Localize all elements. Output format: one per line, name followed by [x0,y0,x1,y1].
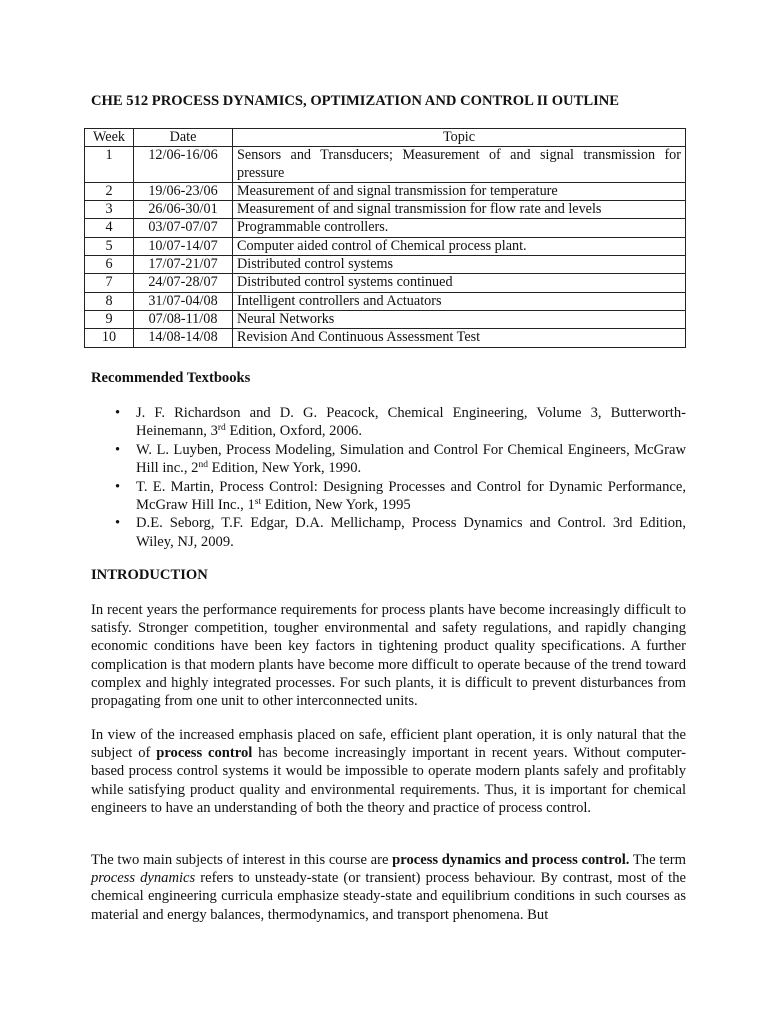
intro-paragraph-3 [91,851,686,924]
bold-term: process control [156,745,253,762]
textbook-text-end: Edition, New York, 1990. [207,460,362,477]
table-row [85,292,686,310]
date-cell: 19/06-23/06 [134,182,233,200]
table-row [85,219,686,237]
date-cell: 17/07-21/07 [134,256,233,274]
week-header: Week [85,129,134,147]
topic-cell: Neural Networks [233,310,686,328]
textbook-item [91,478,686,515]
table-header-row [85,129,686,147]
date-cell: 31/07-04/08 [134,292,233,310]
intro-paragraph-2 [91,726,686,817]
textbook-item [91,441,686,478]
bold-term: process dynamics and process control. [392,852,630,868]
paragraph-text: The term [629,852,686,868]
table-row [85,310,686,328]
bullet-icon: • [115,478,121,495]
week-cell: 8 [85,292,134,310]
date-cell: 03/07-07/07 [134,219,233,237]
textbook-text: J. F. Richardson and D. G. Peacock, Chemical Engineering, Volume 3, Butterworth-Heinemann, 3 [136,405,686,440]
topic-cell: Measurement of and signal transmission for temperature [233,182,686,200]
date-header: Date [134,129,233,147]
textbook-text: W. L. Luyben, Process Modeling, Simulation and Control For Chemical Engineers, McGraw Hill inc., 2 [136,441,686,477]
course-outline-table [84,128,686,348]
week-cell: 6 [85,256,134,274]
textbook-text-end: Edition, New York, 1995 [261,497,411,514]
date-cell: 10/07-14/07 [134,237,233,255]
topic-cell: Revision And Continuous Assessment Test [233,329,686,347]
table-row [85,256,686,274]
week-cell: 10 [85,329,134,347]
date-cell: 07/08-11/08 [134,310,233,328]
week-cell: 7 [85,274,134,292]
week-cell: 9 [85,310,134,328]
week-cell: 4 [85,219,134,237]
bullet-icon: • [115,515,121,532]
date-cell: 26/06-30/01 [134,201,233,219]
table-row [85,237,686,255]
textbook-item [91,404,686,441]
paragraph-text: refers to unsteady-state (or transient) process behaviour. By contrast, most of the chemical engineering curricula emphasize steady-state and equilibrium conditions in such courses as material and energy balances, thermodynamics, and transport phenomena. But [91,870,686,923]
paragraph-text: The two main subjects of interest in this course are [91,852,393,868]
table-row [85,201,686,219]
textbooks-heading: Recommended Textbooks [91,370,251,386]
date-cell: 24/07-28/07 [134,274,233,292]
table-row [85,274,686,292]
document-title: CHE 512 PROCESS DYNAMICS, OPTIMIZATION AND CONTROL II OUTLINE [91,93,620,109]
textbook-text-end: Edition, Oxford, 2006. [225,423,362,440]
introduction-heading: INTRODUCTION [91,567,208,583]
textbook-text: D.E. Seborg, T.F. Edgar, D.A. Mellichamp, Process Dynamics and Control. 3rd Edition, Wiley, NJ, 2009. [136,515,686,550]
italic-term: process dynamics [91,870,196,887]
week-cell: 2 [85,182,134,200]
topic-cell: Computer aided control of Chemical process plant. [233,237,686,255]
topic-cell: Sensors and Transducers; Measurement of and signal transmission for pressure [233,147,686,183]
date-cell: 12/06-16/06 [134,147,233,183]
textbook-item [91,514,686,551]
topic-header: Topic [233,129,686,147]
topic-cell: Distributed control systems continued [233,274,686,292]
textbook-list [91,404,686,551]
bullet-icon: • [115,441,121,458]
table-row [85,329,686,347]
week-cell: 3 [85,201,134,219]
week-cell: 5 [85,237,134,255]
date-cell: 14/08-14/08 [134,329,233,347]
topic-cell: Measurement of and signal transmission for flow rate and levels [233,201,686,219]
table-row [85,182,686,200]
textbook-text: T. E. Martin, Process Control: Designing Processes and Control for Dynamic Performance, McGraw Hill Inc., 1 [136,478,686,514]
edition-suffix: nd [198,460,208,471]
bullet-icon: • [115,405,121,421]
paragraph-text: In view of the increased emphasis placed on safe, efficient plant operation, it is only natural that the subject of [91,727,686,762]
intro-paragraph-1: In recent years the performance requirements for process plants have become increasingly difficult to satisfy. Stronger competition, tougher environmental and safety regulations, and rapidly changing economic conditions have been key factors in tightening product quality specifications. A further complication is that modern plants have become more difficult to operate because of the trend toward complex and highly integrated processes. For such plants, it is difficult to prevent disturbances from propagating from one unit to other interconnected units. [91,602,686,710]
paragraph-text: has become increasingly important in recent years. Without computer-based process control systems it would be impossible to operate modern plants safely and profitably while satisfying product quality and environmental requirements. Thus, it is important for chemical engineers to have an understanding of both the theory and practice of process control. [91,745,687,816]
table-row [85,147,686,183]
week-cell: 1 [85,147,134,183]
edition-suffix: st [254,497,262,508]
edition-suffix: rd [217,423,226,434]
topic-cell: Intelligent controllers and Actuators [233,292,686,310]
topic-cell: Distributed control systems [233,256,686,274]
topic-cell: Programmable controllers. [233,219,686,237]
